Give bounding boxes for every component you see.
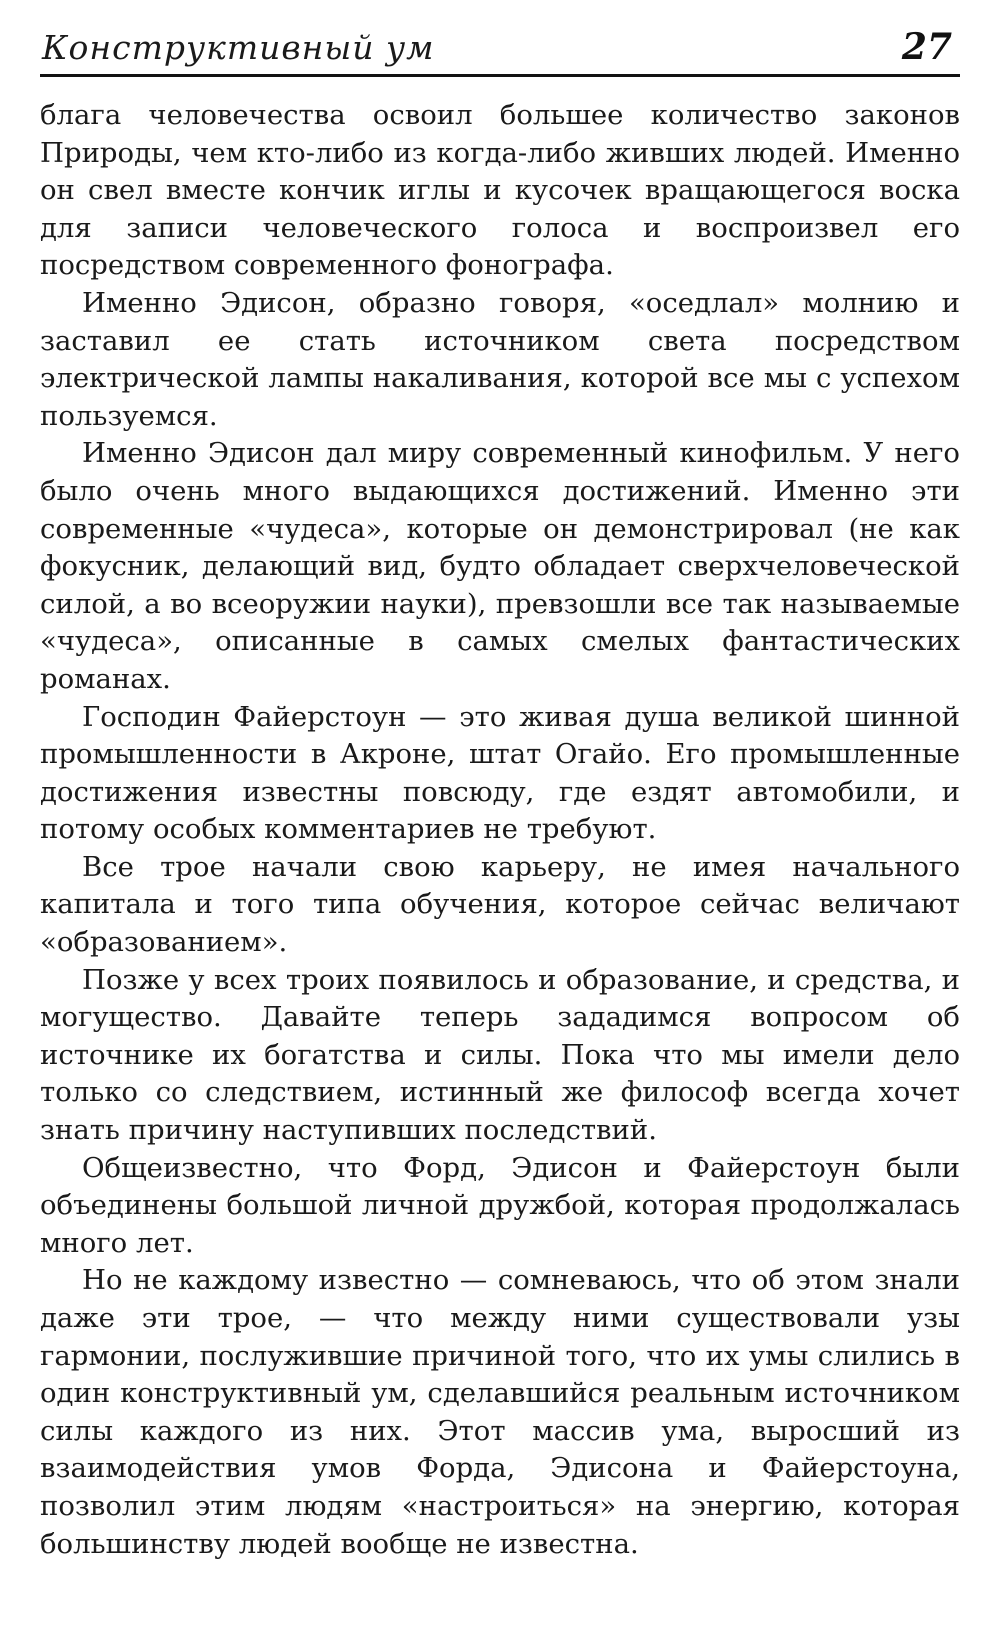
page-number: 27 xyxy=(901,26,952,68)
paragraph-6: Позже у всех троих появилось и образование, и средства, и могущество. Давайте теперь зададимся вопросом об источнике их богатства и силы. Пока что мы имели дело только со следствием, истинный же философ всегда хочет знать причину наступивших последствий. xyxy=(40,963,960,1147)
paragraph-5: Все трое начали свою карьеру, не имея начального капитала и того типа обучения, которое сейчас величают «образованием». xyxy=(40,850,960,959)
body-text xyxy=(40,97,960,1563)
paragraph-7: Общеизвестно, что Форд, Эдисон и Файерстоун были объединены большой личной дружбой, которая продолжалась много лет. xyxy=(40,1151,960,1259)
paragraph-2: Именно Эдисон, образно говоря, «оседлал» молнию и заставил ее стать источником света посредством электрической лампы накаливания, которой все мы с успехом пользуемся. xyxy=(40,286,960,432)
paragraph-8: Но не каждому известно — сомневаюсь, что об этом знали даже эти трое, — что между ними существовали узы гармонии, послужившие причиной того, что их умы слились в один конструктивный ум, сделавшийся реальным источником силы каждого из них. Этот массив ума, выросший из взаимодействия умов Форда, Эдисона и Файерстоуна, позволил этим людям «настроиться» на энергию, которая большинству людей вообще не известна. xyxy=(40,1264,960,1560)
running-title: Конструктивный ум xyxy=(42,28,435,67)
paragraph-4: Господин Файерстоун — это живая душа великой шинной промышленности в Акроне, штат Огайо. Его промышленные достижения известны повсюду, где ездят автомобили, и потому особых комментариев не требуют. xyxy=(40,700,960,846)
page-header xyxy=(40,22,960,77)
paragraph-3: Именно Эдисон дал миру современный кинофильм. У него было очень много выдающихся достижений. Именно эти современные «чудеса», которые он демонстрировал (не как фокусник, делающий вид, будто обладает сверхчеловеческой силой, а во всеоружии науки), превзошли все так называемые «чудеса», описанные в самых смелых фантастических романах. xyxy=(40,437,960,695)
book-page xyxy=(40,22,960,1563)
paragraph-1: блага человечества освоил большее количество законов Природы, чем кто-либо из когда-либо живших людей. Именно он свел вместе кончик иглы и кусочек вращающегося воска для записи человеческого голоса и воспроизвел его посредством современного фонографа. xyxy=(40,99,960,282)
